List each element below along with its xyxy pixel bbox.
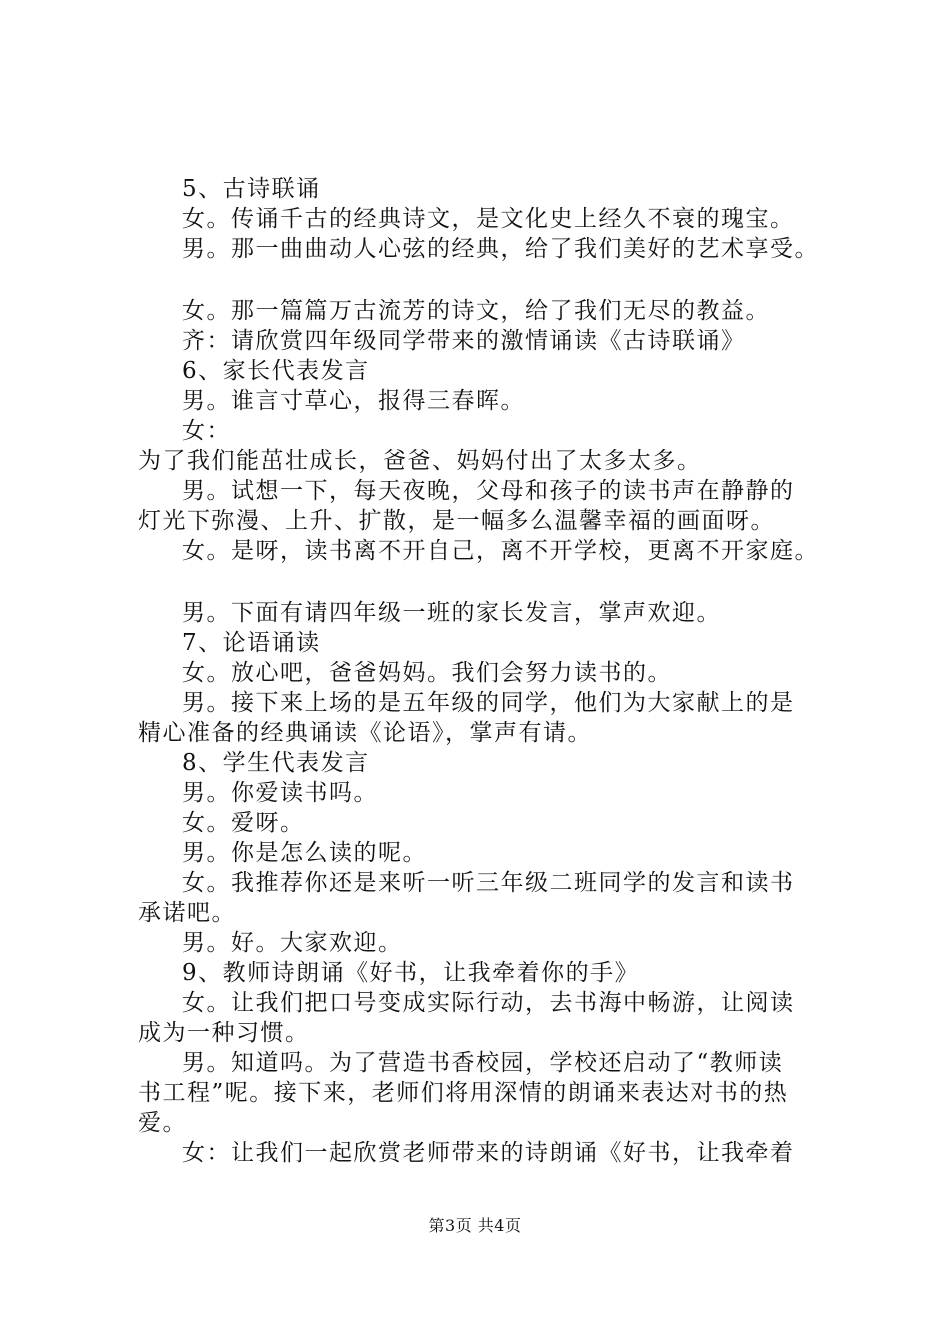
text-line: 男。好。大家欢迎。 [182,930,403,956]
text-line: 女。爱呀。 [182,810,305,836]
text-line: 男。接下来上场的是五年级的同学，他们为大家献上的是 [182,690,795,716]
document-body [138,174,850,1168]
text-line: 书工程”呢。接下来，老师们将用深情的朗诵来表达对书的热 [138,1080,789,1106]
paragraph-gap [138,566,850,598]
text-line: 女： [182,418,231,444]
text-line: 女。让我们把口号变成实际行动，去书海中畅游，让阅读 [182,990,795,1016]
text-line: 7、论语诵读 [182,630,321,656]
text-line: 8、学生代表发言 [182,750,370,776]
text-line: 9、教师诗朗诵《好书，让我牵着你的手》 [182,960,640,986]
text-line: 成为一种习惯。 [138,1020,310,1046]
text-line: 女：让我们一起欣赏老师带来的诗朗诵《好书，让我牵着 [182,1140,795,1166]
text-line: 5、古诗联诵 [182,176,321,202]
text-line: 男。你爱读书吗。 [182,780,378,806]
paragraph-gap [138,264,850,296]
text-line: 女。我推荐你还是来听一听三年级二班同学的发言和读书 [182,870,795,896]
text-line: 男。谁言寸草心，报得三春晖。 [182,388,525,414]
text-line: 男。你是怎么读的呢。 [182,840,427,866]
text-line: 为了我们能茁壮成长，爸爸、妈妈付出了太多太多。 [138,448,702,474]
text-line: 男。知道吗。为了营造书香校园，学校还启动了“教师读 [182,1050,784,1076]
text-line: 女。放心吧，爸爸妈妈。我们会努力读书的。 [182,660,672,686]
text-line: 6、家长代表发言 [182,358,370,384]
text-line: 男。试想一下，每天夜晚，父母和孩子的读书声在静静的 [182,478,795,504]
text-line: 承诺吧。 [138,900,236,926]
text-line: 男。那一曲曲动人心弦的经典，给了我们美好的艺术享受。 [182,236,819,262]
text-line: 女。是呀，读书离不开自己，离不开学校，更离不开家庭。 [182,538,819,564]
page-footer: 第3页 共4页 [428,1216,522,1235]
text-line: 齐：请欣赏四年级同学带来的激情诵读《古诗联诵》 [182,328,746,354]
text-line: 精心准备的经典诵读《论语》，掌声有请。 [138,720,592,746]
text-line: 女。传诵千古的经典诗文，是文化史上经久不衰的瑰宝。 [182,206,795,232]
text-line: 爱。 [138,1110,187,1136]
text-line: 灯光下弥漫、上升、扩散，是一幅多么温馨幸福的画面呀。 [138,508,775,534]
text-line: 男。下面有请四年级一班的家长发言，掌声欢迎。 [182,600,721,626]
text-line: 女。那一篇篇万古流芳的诗文，给了我们无尽的教益。 [182,298,770,324]
